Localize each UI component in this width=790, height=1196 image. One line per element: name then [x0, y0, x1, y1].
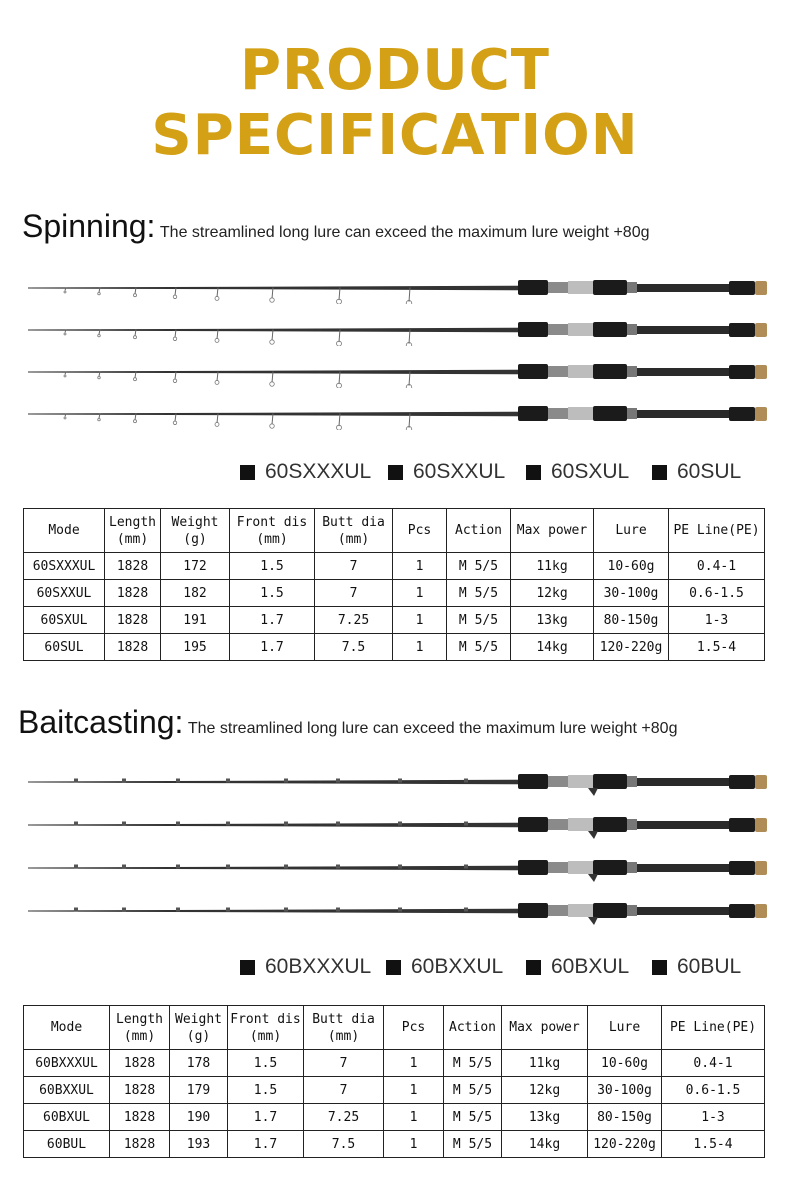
rod-drawing [28, 897, 768, 927]
table-row [24, 1077, 765, 1104]
table-row [24, 1104, 765, 1131]
legend-item [652, 955, 741, 979]
table-cell: 172 [161, 553, 230, 580]
table-cell: M 5/5 [447, 580, 511, 607]
table-cell: 179 [170, 1077, 228, 1104]
header-pe-line: PE Line(PE) [669, 509, 765, 553]
table-cell: M 5/5 [447, 607, 511, 634]
header-pcs: Pcs [393, 509, 447, 553]
spinning-spec-table [23, 508, 765, 661]
table-cell: 0.4-1 [662, 1050, 765, 1077]
table-cell: 1-3 [662, 1104, 765, 1131]
legend-label: 60BUL [677, 955, 742, 978]
table-cell: 0.6-1.5 [669, 580, 765, 607]
legend-label: 60BXXXUL [265, 955, 372, 978]
table-cell: M 5/5 [447, 553, 511, 580]
legend-label: 60BXXUL [411, 955, 504, 978]
baitcasting-spec-table [23, 1005, 765, 1158]
legend-item [652, 460, 741, 484]
table-row [24, 607, 765, 634]
table-cell: 1 [384, 1077, 444, 1104]
table-cell: 60SUL [24, 634, 105, 661]
header-butt-dia: Butt dia (mm) [304, 1006, 384, 1050]
legend-item [240, 460, 371, 484]
table-cell: 1.5 [228, 1050, 304, 1077]
rod-image [28, 400, 768, 430]
table-cell: 1828 [105, 607, 161, 634]
table-cell: 60BXXUL [24, 1077, 110, 1104]
header-lure: Lure [594, 509, 669, 553]
legend-square-icon [526, 465, 541, 480]
header-front-dis: Front dis (mm) [228, 1006, 304, 1050]
table-cell: 60BUL [24, 1131, 110, 1158]
legend-label: 60BXUL [551, 955, 630, 978]
table-cell: 1 [384, 1131, 444, 1158]
table-cell: 191 [161, 607, 230, 634]
spinning-legend [240, 460, 760, 488]
table-row [24, 580, 765, 607]
table-cell: 195 [161, 634, 230, 661]
table-cell: 12kg [511, 580, 594, 607]
table-cell: 1.5 [230, 580, 315, 607]
header-action: Action [444, 1006, 502, 1050]
header-lure: Lure [588, 1006, 662, 1050]
table-cell: 10-60g [594, 553, 669, 580]
rod-drawing [28, 811, 768, 841]
legend-item [386, 955, 503, 979]
spinning-rods-image [28, 274, 768, 444]
rod-image [28, 358, 768, 388]
table-cell: 1828 [110, 1104, 170, 1131]
header-max-power: Max power [511, 509, 594, 553]
table-cell: 1.7 [228, 1104, 304, 1131]
header-max-power: Max power [502, 1006, 588, 1050]
table-row [24, 1050, 765, 1077]
rod-drawing [28, 358, 768, 388]
baitcasting-rods-image [28, 768, 768, 938]
table-cell: 1 [393, 607, 447, 634]
table-cell: 120-220g [594, 634, 669, 661]
table-cell: 7 [315, 553, 393, 580]
table-cell: 190 [170, 1104, 228, 1131]
header-pe-line: PE Line(PE) [662, 1006, 765, 1050]
rod-drawing [28, 768, 768, 798]
legend-square-icon [388, 465, 403, 480]
table-cell: 1 [393, 580, 447, 607]
table-cell: 10-60g [588, 1050, 662, 1077]
rod-drawing [28, 316, 768, 346]
table-cell: 1-3 [669, 607, 765, 634]
rod-image [28, 897, 768, 927]
table-cell: 178 [170, 1050, 228, 1077]
legend-label: 60SXXUL [413, 460, 506, 483]
table-cell: 1828 [105, 634, 161, 661]
legend-item [526, 460, 629, 484]
header-length: Length (mm) [105, 509, 161, 553]
table-cell: 1.5 [228, 1077, 304, 1104]
table-cell: 1828 [110, 1050, 170, 1077]
table-cell: 7.5 [315, 634, 393, 661]
table-cell: 1.7 [230, 607, 315, 634]
legend-label: 60SXXXUL [265, 460, 372, 483]
table-cell: M 5/5 [444, 1077, 502, 1104]
table-cell: 14kg [502, 1131, 588, 1158]
table-cell: 7 [304, 1050, 384, 1077]
header-mode: Mode [24, 509, 105, 553]
table-cell: 60BXXXUL [24, 1050, 110, 1077]
baitcasting-subtitle: The streamlined long lure can exceed the maximum lure weight +80g [187, 720, 678, 737]
rod-image [28, 768, 768, 798]
table-header-row [24, 509, 765, 553]
header-action: Action [447, 509, 511, 553]
rod-image [28, 811, 768, 841]
header-pcs: Pcs [384, 1006, 444, 1050]
header-mode: Mode [24, 1006, 110, 1050]
table-cell: 13kg [511, 607, 594, 634]
table-cell: 60SXXXUL [24, 553, 105, 580]
table-header-row [24, 1006, 765, 1050]
table-cell: 0.6-1.5 [662, 1077, 765, 1104]
rod-image [28, 854, 768, 884]
table-row [24, 1131, 765, 1158]
table-cell: 193 [170, 1131, 228, 1158]
table-cell: 60BXUL [24, 1104, 110, 1131]
table-cell: 7.25 [304, 1104, 384, 1131]
table-cell: 1.5-4 [669, 634, 765, 661]
table-cell: 1 [384, 1050, 444, 1077]
legend-square-icon [652, 960, 667, 975]
table-cell: 7.25 [315, 607, 393, 634]
table-row [24, 634, 765, 661]
spinning-heading [22, 208, 649, 245]
table-cell: 1828 [110, 1131, 170, 1158]
legend-item [240, 955, 371, 979]
table-cell: 1.5-4 [662, 1131, 765, 1158]
table-cell: 1.7 [230, 634, 315, 661]
table-cell: 11kg [511, 553, 594, 580]
table-cell: 1828 [105, 580, 161, 607]
table-cell: 13kg [502, 1104, 588, 1131]
legend-square-icon [652, 465, 667, 480]
table-cell: 60SXXUL [24, 580, 105, 607]
table-cell: 14kg [511, 634, 594, 661]
table-cell: 7 [315, 580, 393, 607]
spinning-subtitle: The streamlined long lure can exceed the maximum lure weight +80g [159, 224, 650, 241]
legend-square-icon [240, 465, 255, 480]
legend-square-icon [386, 960, 401, 975]
table-cell: 1.7 [228, 1131, 304, 1158]
table-cell: 182 [161, 580, 230, 607]
table-cell: 0.4-1 [669, 553, 765, 580]
header-weight: Weight (g) [161, 509, 230, 553]
baitcasting-title: Baitcasting: [18, 704, 184, 740]
table-cell: 1828 [110, 1077, 170, 1104]
header-weight: Weight (g) [170, 1006, 228, 1050]
table-cell: 30-100g [588, 1077, 662, 1104]
header-length: Length (mm) [110, 1006, 170, 1050]
legend-square-icon [240, 960, 255, 975]
legend-item [526, 955, 629, 979]
table-cell: 7.5 [304, 1131, 384, 1158]
legend-label: 60SXUL [551, 460, 630, 483]
table-cell: 120-220g [588, 1131, 662, 1158]
table-cell: 1 [393, 634, 447, 661]
table-cell: 11kg [502, 1050, 588, 1077]
table-cell: 1.5 [230, 553, 315, 580]
table-cell: M 5/5 [444, 1104, 502, 1131]
baitcasting-legend [240, 955, 760, 983]
table-cell: 7 [304, 1077, 384, 1104]
table-cell: M 5/5 [447, 634, 511, 661]
table-cell: 60SXUL [24, 607, 105, 634]
table-cell: 1 [384, 1104, 444, 1131]
header-butt-dia: Butt dia (mm) [315, 509, 393, 553]
rod-image [28, 274, 768, 304]
table-cell: 80-150g [594, 607, 669, 634]
rod-drawing [28, 854, 768, 884]
table-cell: 12kg [502, 1077, 588, 1104]
rod-drawing [28, 400, 768, 430]
spinning-title: Spinning: [22, 208, 156, 244]
table-cell: M 5/5 [444, 1131, 502, 1158]
table-cell: 1828 [105, 553, 161, 580]
legend-item [388, 460, 505, 484]
legend-label: 60SUL [677, 460, 742, 483]
page-title: PRODUCT SPECIFICATION [151, 38, 639, 168]
table-cell: 80-150g [588, 1104, 662, 1131]
baitcasting-heading [18, 704, 677, 741]
table-cell: M 5/5 [444, 1050, 502, 1077]
table-cell: 1 [393, 553, 447, 580]
rod-image [28, 316, 768, 346]
rod-drawing [28, 274, 768, 304]
header-front-dis: Front dis (mm) [230, 509, 315, 553]
table-cell: 30-100g [594, 580, 669, 607]
table-row [24, 553, 765, 580]
legend-square-icon [526, 960, 541, 975]
